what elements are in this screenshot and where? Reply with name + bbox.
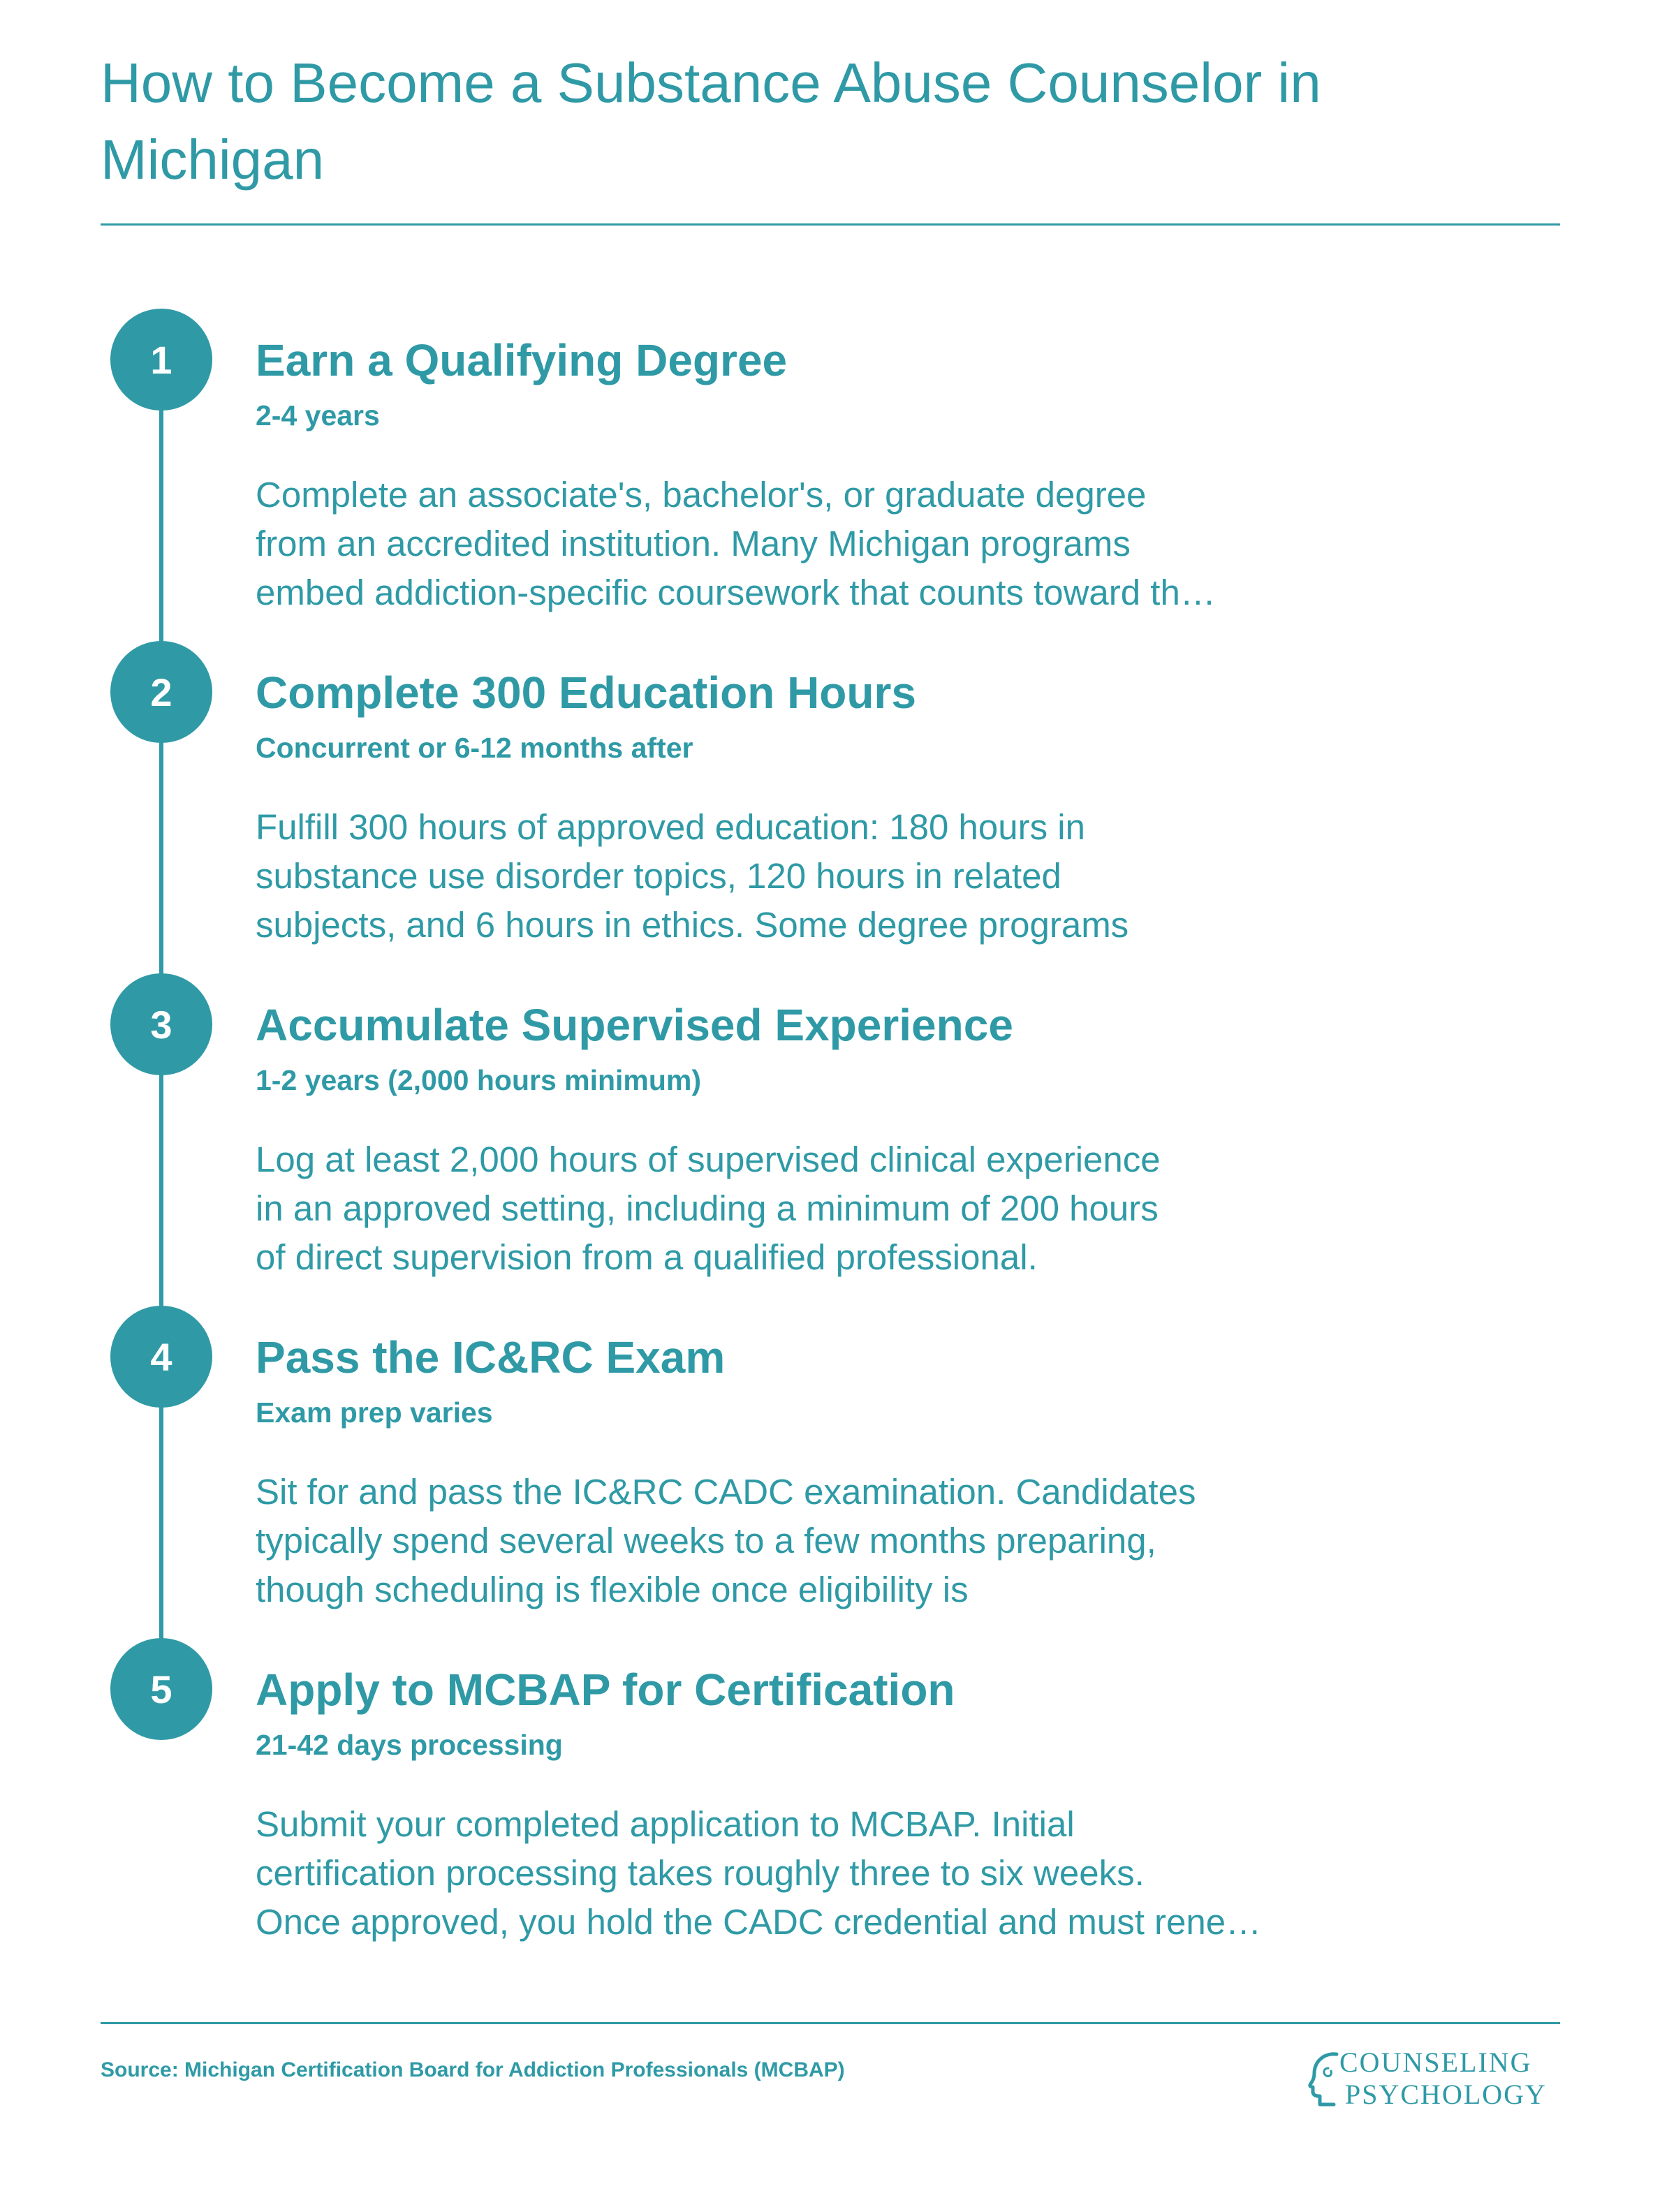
step-description-line: Log at least 2,000 hours of supervised clinical experience [256,1140,1161,1179]
step-number-badge: 4 [110,1306,212,1408]
step-title: Apply to MCBAP for Certification [256,1665,955,1715]
step-description-line: from an accredited institution. Many Michigan programs [256,524,1131,563]
step-number-badge: 3 [110,973,212,1075]
counseling-psychology-logo [1303,2044,1561,2121]
step-description-line: typically spend several weeks to a few months preparing, [256,1521,1156,1561]
page-title: How to Become a Substance Abuse Counselor in Michigan [101,52,1321,191]
step-description-line: certification processing takes roughly three to six weeks. [256,1853,1145,1893]
title-divider [101,223,1560,226]
step-number-badge: 5 [110,1638,212,1740]
step-description [256,803,1387,950]
logo-text-counseling: COUNSELING [1339,2047,1532,2078]
logo-text-psychology: PSYCHOLOGY [1345,2079,1547,2110]
step-description [256,471,1387,617]
step-title: Accumulate Supervised Experience [256,1000,1013,1050]
step-title: Earn a Qualifying Degree [256,335,788,385]
step-duration: Concurrent or 6-12 months after [256,732,693,764]
footer-divider [101,2022,1560,2024]
step-description-line: substance use disorder topics, 120 hours in related [256,856,1061,896]
step-description-line: Once approved, you hold the CADC credential and must rene… [256,1902,1262,1942]
step-description-line: though scheduling is flexible once eligibility is [256,1570,969,1609]
step-description-line: subjects, and 6 hours in ethics. Some degree programs [256,905,1129,945]
step-number-badge: 2 [110,641,212,743]
step-description [256,1468,1387,1614]
step-description-line: Submit your completed application to MCBAP. Initial [256,1804,1075,1844]
step-description-line: Sit for and pass the IC&RC CADC examination. Candidates [256,1472,1196,1512]
source-citation: Source: Michigan Certification Board for Addiction Professionals (MCBAP) [101,2058,845,2081]
step-description-line: Complete an associate's, bachelor's, or graduate degree [256,475,1147,515]
step-description-line: of direct supervision from a qualified professional. [256,1237,1038,1277]
step-number-badge: 1 [110,309,212,411]
step-title: Complete 300 Education Hours [256,668,916,718]
step-title: Pass the IC&RC Exam [256,1332,726,1382]
step-description-line: in an approved setting, including a minimum of 200 hours [256,1188,1159,1228]
step-duration: 2-4 years [256,399,380,432]
step-duration: Exam prep varies [256,1396,493,1429]
step-description-line: embed addiction-specific coursework that counts toward th… [256,573,1216,612]
step-duration: 21-42 days processing [256,1729,563,1761]
step-description [256,1800,1387,1947]
step-description-line: Fulfill 300 hours of approved education: 180 hours in [256,807,1085,847]
step-duration: 1-2 years (2,000 hours minimum) [256,1064,702,1096]
step-description [256,1135,1387,1282]
